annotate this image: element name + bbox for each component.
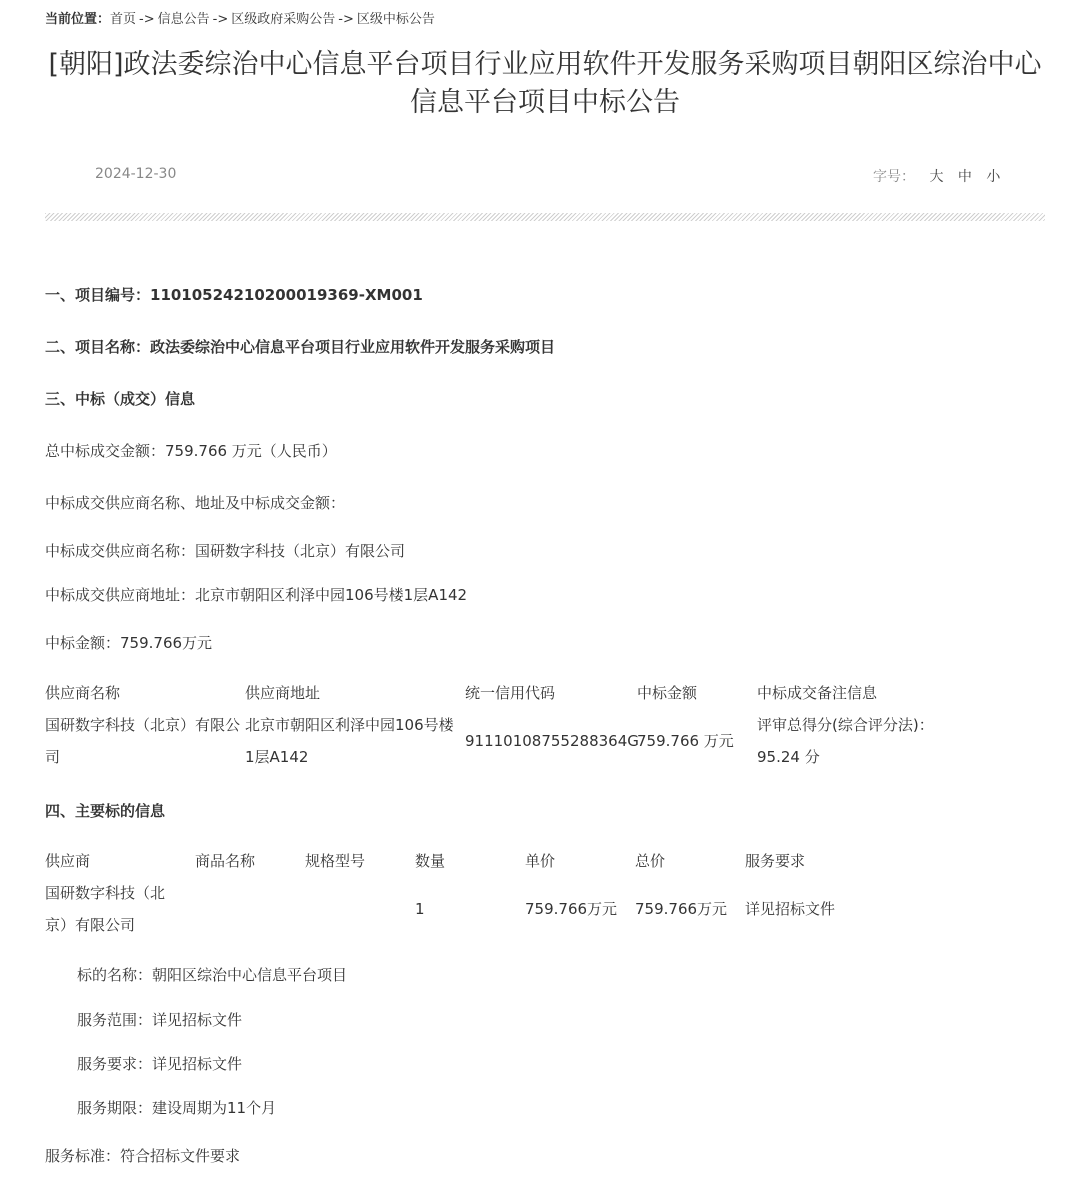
- table-cell: 759.766万元: [525, 900, 618, 918]
- supplier-name: 中标成交供应商名称：国研数字科技（北京）有限公司: [45, 542, 406, 560]
- table-header: 中标金额: [637, 684, 698, 702]
- table-header: 总价: [635, 852, 666, 870]
- breadcrumb-info[interactable]: 信息公告: [157, 12, 210, 27]
- service-requirement: 服务要求：详见招标文件: [77, 1055, 243, 1073]
- project-name: 二、项目名称：政法委综治中心信息平台项目行业应用软件开发服务采购项目: [45, 338, 556, 356]
- publish-date: 2024-12-30: [95, 166, 177, 182]
- award-heading: 三、中标（成交）信息: [45, 390, 196, 408]
- service-period: 服务期限：建设周期为11个月: [77, 1099, 277, 1117]
- page-title: [朝阳]政法委综治中心信息平台项目行业应用软件开发服务采购项目朝阳区综治中心信息平台项目中标公告: [48, 49, 1042, 118]
- table-header: 供应商名称: [45, 684, 121, 702]
- breadcrumb-home[interactable]: 首页: [110, 12, 137, 27]
- table-cell: 北京市朝阳区利泽中园106号楼1层A142: [245, 716, 454, 766]
- table-cell: 详见招标文件: [745, 900, 836, 918]
- breadcrumb-separator: ->: [338, 12, 354, 27]
- supplier-address: 中标成交供应商地址：北京市朝阳区利泽中园106号楼1层A142: [45, 586, 468, 604]
- divider: [45, 213, 1045, 221]
- breadcrumb: [45, 8, 435, 27]
- award-amount: 中标金额：759.766万元: [45, 634, 213, 652]
- breadcrumb-separator: ->: [139, 12, 155, 27]
- table-cell: 评审总得分(综合评分法)：95.24 分: [757, 716, 934, 766]
- font-size-label: 字号：: [873, 169, 915, 185]
- breadcrumb-lead: 当前位置：: [45, 12, 111, 27]
- subject-name: 标的名称：朝阳区综治中心信息平台项目: [77, 966, 348, 984]
- project-number: 一、项目编号：11010524210200019369-XM001: [45, 286, 423, 304]
- table-header: 供应商地址: [245, 684, 321, 702]
- table-cell: 759.766 万元: [637, 732, 734, 750]
- font-size-switcher: [873, 166, 1000, 186]
- service-standard: 服务标准：符合招标文件要求: [45, 1147, 241, 1165]
- table-cell: 91110108755288364G: [465, 732, 639, 750]
- table-header: 中标成交备注信息: [757, 684, 878, 702]
- font-size-small-button[interactable]: 小: [986, 169, 1001, 185]
- font-size-large-button[interactable]: 大: [929, 169, 944, 185]
- table-cell: 国研数字科技（北京）有限公司: [45, 884, 166, 934]
- total-amount: 总中标成交金额：759.766 万元（人民币）: [45, 442, 337, 460]
- table-header: 统一信用代码: [465, 684, 556, 702]
- breadcrumb-award[interactable]: 区级中标公告: [356, 12, 435, 27]
- supplier-intro: 中标成交供应商名称、地址及中标成交金额：: [45, 494, 346, 512]
- table-header: 服务要求: [745, 852, 806, 870]
- breadcrumb-procurement[interactable]: 区级政府采购公告: [231, 12, 336, 27]
- table-cell: 国研数字科技（北京）有限公司: [45, 716, 241, 766]
- table-header: 数量: [415, 852, 446, 870]
- service-scope: 服务范围：详见招标文件: [77, 1011, 243, 1029]
- breadcrumb-separator: ->: [212, 12, 229, 27]
- font-size-medium-button[interactable]: 中: [957, 169, 972, 185]
- table-header: 供应商: [45, 852, 91, 870]
- table-header: 商品名称: [195, 852, 256, 870]
- table-cell: 1: [415, 900, 425, 918]
- table-cell: 759.766万元: [635, 900, 728, 918]
- table-header: 单价: [525, 852, 556, 870]
- table-header: 规格型号: [305, 852, 366, 870]
- main-subject-heading: 四、主要标的信息: [45, 802, 166, 820]
